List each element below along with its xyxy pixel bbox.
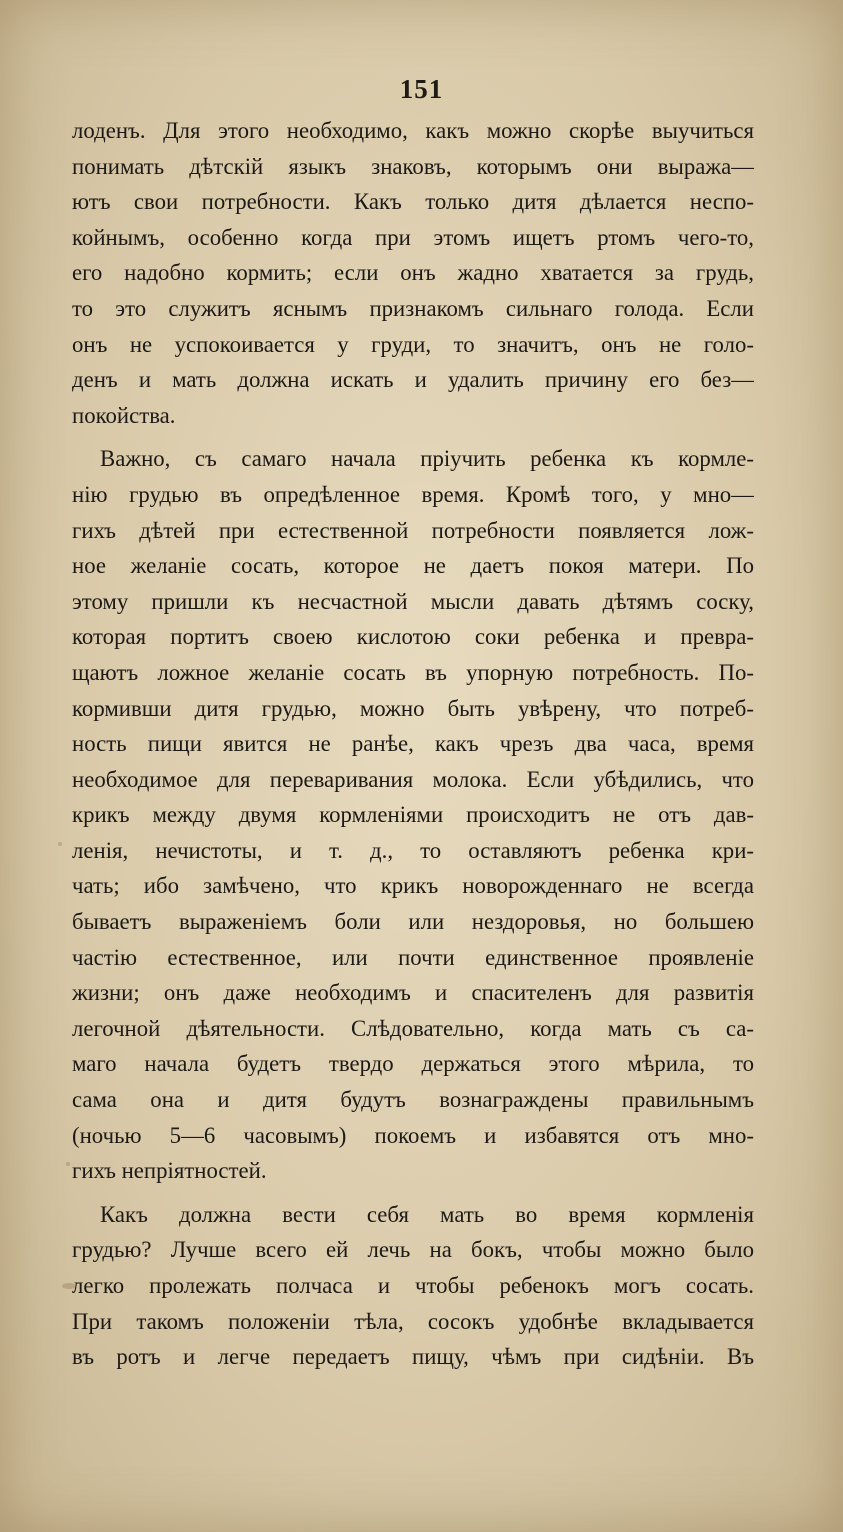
text-line: покойства. [72,402,176,428]
paragraph [72,113,754,433]
text-line: понимать дѣтскій языкъ знаковъ, которымъ они выража— [72,153,754,179]
text-line: Важно, съ самаго начала пріучить ребенка къ кормле- [100,446,754,472]
text-line: щаютъ ложное желаніе сосать въ упорную потребность. По- [72,659,754,685]
text-line: чать; ибо замѣчено, что крикъ новорожденнаго не всегда [72,873,754,899]
text-line: крикъ между двумя кормленіями происходитъ не отъ дав- [72,802,754,828]
text-line: маго начала будетъ твердо держаться этого мѣрила, то [72,1051,754,1077]
page-number: 151 [399,74,444,104]
text-line: лоденъ. Для этого необходимо, какъ можно скорѣе выучиться [72,118,754,143]
text-line: грудью? Лучше всего ей лечь на бокъ, чтобы можно было [72,1237,754,1263]
text-line: ютъ свои потребности. Какъ только дитя дѣлается неспо- [72,189,754,215]
text-line: его надобно кормить; если онъ жадно хватается за грудь, [72,260,754,286]
text-line: койнымъ, особенно когда при этомъ ищетъ ртомъ чего-то, [72,224,754,250]
text-line: При такомъ положеніи тѣла, сосокъ удобнѣе вкладывается [72,1308,754,1334]
text-line: гихъ дѣтей при естественной потребности появляется лож- [72,517,754,543]
text-line: жизни; онъ даже необходимъ и спасителенъ для развитія [72,980,754,1006]
text-line: гихъ непріятностей. [72,1158,267,1184]
text-line: (ночью 5—6 часовымъ) покоемъ и избавятся отъ мно- [72,1122,754,1148]
text-line: частію естественное, или почти единственное проявленіе [72,944,754,970]
text-line: ное желаніе сосать, которое не даетъ покоя матери. По [72,553,754,579]
text-line: денъ и мать должна искать и удалить причину его без— [72,367,754,393]
text-line: легочной дѣятельности. Слѣдовательно, когда мать съ са- [72,1015,754,1041]
paper-stain [62,1283,76,1289]
text-line: ность пищи явится не ранѣе, какъ чрезъ два часа, время [72,731,754,757]
text-line: то это служитъ яснымъ признакомъ сильнаго голода. Если [72,295,754,321]
text-line: онъ не успокоивается у груди, то значитъ, онъ не голо- [72,331,754,357]
text-line: Какъ должна вести себя мать во время кормленія [100,1201,754,1227]
text-line: кормивши дитя грудью, можно быть увѣрену, что потреб- [72,695,754,721]
paper-stain [66,1162,70,1166]
body-text [72,113,754,1375]
text-line: легко пролежать полчаса и чтобы ребенокъ могъ сосать. [72,1273,754,1298]
paragraph [72,441,754,1188]
text-line: ленія, нечистоты, и т. д., то оставляютъ ребенка кри- [72,837,754,863]
paper-stain [58,842,62,846]
text-line: необходимое для переваривания молока. Если убѣдились, что [72,766,754,792]
text-line: которая портитъ своею кислотою соки ребенка и превра- [72,624,754,650]
text-line: сама она и дитя будутъ вознаграждены правильнымъ [72,1087,754,1113]
text-line: бываетъ выраженіемъ боли или нездоровья, но большею [72,909,754,935]
text-line: въ ротъ и легче передаетъ пищу, чѣмъ при сидѣніи. Въ [72,1344,754,1370]
text-line: нію грудью въ опредѣленное время. Кромѣ того, у мно— [72,481,754,507]
paragraph [72,1197,754,1375]
text-line: этому пришли къ несчастной мысли давать дѣтямъ соску, [72,588,754,614]
